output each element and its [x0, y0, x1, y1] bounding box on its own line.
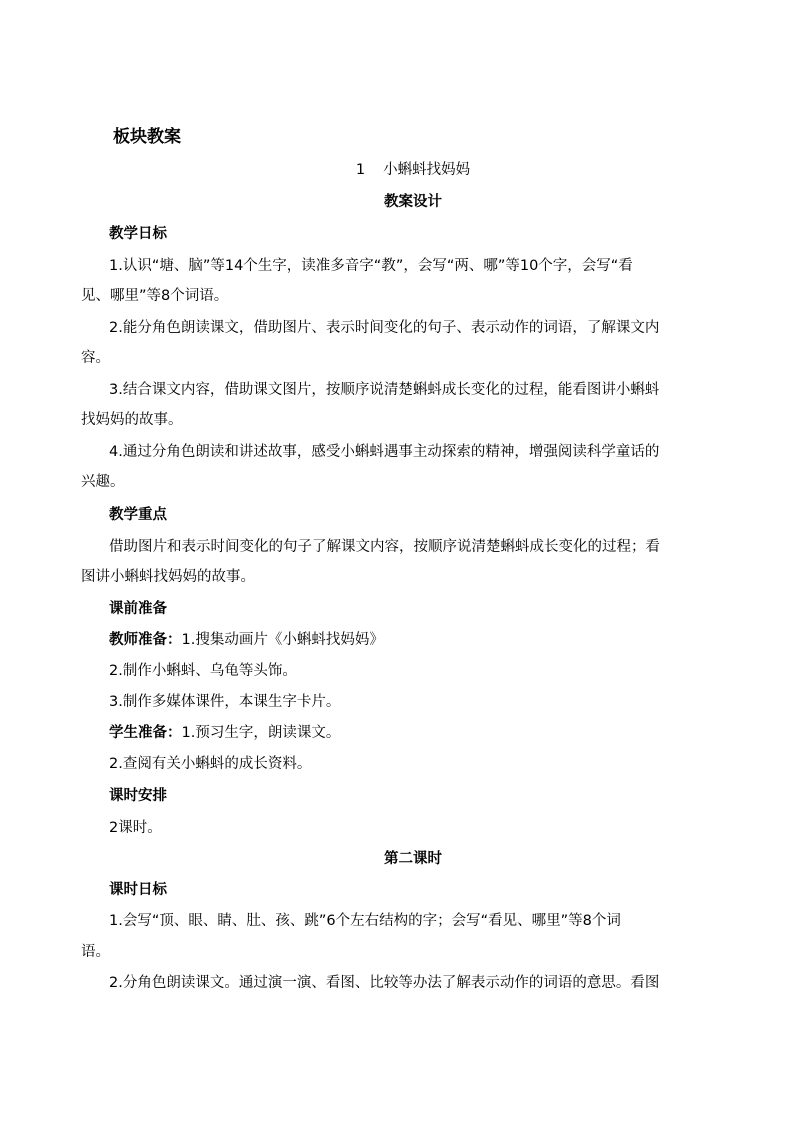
lesson-goal-1-line-1: 1.会写“顶、眼、睛、肚、孩、跳”6个左右结构的字；会写“看见、哪里”等8个词	[109, 913, 621, 929]
teacher-prep-line	[109, 630, 384, 650]
focus-line-2: 图讲小蝌蚪找妈妈的故事。	[81, 569, 255, 585]
lesson-title: 小蝌蚪找妈妈	[383, 162, 471, 178]
focus-line-1: 借助图片和表示时间变化的句子了解课文内容，按顺序说清楚蝌蚪成长变化的过程；看	[109, 539, 660, 555]
goal-1-line-2: 见、哪里”等8个词语。	[81, 288, 229, 304]
schedule-text: 2课时。	[109, 820, 162, 836]
teacher-prep-item-2: 2.制作小蝌蚪、乌龟等头饰。	[109, 663, 297, 679]
lesson-goals-heading: 课时日标	[109, 882, 167, 898]
design-heading: 教案设计	[384, 194, 442, 210]
goal-1-line-1: 1.认识“塘、脑”等14个生字，读准多音字“教”，会写“两、哪”等10个字，会写“看	[109, 258, 633, 274]
goal-2-line-2: 容。	[81, 350, 110, 366]
schedule-heading: 课时安排	[109, 788, 167, 804]
section-title: 板块教案	[113, 127, 181, 147]
teacher-prep-item-3: 3.制作多媒体课件，本课生字卡片。	[109, 694, 341, 710]
goal-3-line-2: 找妈妈的故事。	[81, 412, 183, 428]
teaching-goals-heading: 教学日标	[109, 226, 167, 242]
student-prep-item-2: 2.查阅有关小蝌蚪的成长资料。	[109, 756, 312, 772]
teaching-focus-heading: 教学重点	[109, 507, 167, 523]
goal-4-line-1: 4.通过分角色朗读和讲述故事，感受小蝌蚪遇事主动探索的精神，增强阅读科学童话的	[109, 444, 660, 460]
second-lesson-heading: 第二课时	[384, 851, 442, 867]
student-prep-line	[109, 723, 340, 743]
lesson-goal-2-line-1: 2.分角色朗读课文。通过演一演、看图、比较等办法了解表示动作的词语的意思。看图	[109, 975, 660, 991]
student-prep-label: 学生准备：	[109, 725, 182, 741]
teacher-prep-label: 教师准备：	[109, 632, 182, 648]
preparation-heading: 课前准备	[109, 601, 167, 617]
lesson-goal-1-line-2: 语。	[81, 944, 110, 960]
goal-4-line-2: 兴趣。	[81, 474, 125, 490]
lesson-number: 1	[355, 162, 366, 178]
goal-2-line-1: 2.能分角色朗读课文，借助图片、表示时间变化的句子、表示动作的词语，了解课文内	[109, 320, 660, 336]
goal-3-line-1: 3.结合课文内容，借助课文图片，按顺序说清楚蝌蚪成长变化的过程，能看图讲小蝌蚪	[109, 382, 660, 398]
lesson-title-line	[0, 160, 794, 180]
student-prep-item-1: 1.预习生字，朗读课文。	[181, 725, 341, 741]
teacher-prep-item-1: 1.搜集动画片《小蝌蚪找妈妈》	[181, 632, 384, 648]
